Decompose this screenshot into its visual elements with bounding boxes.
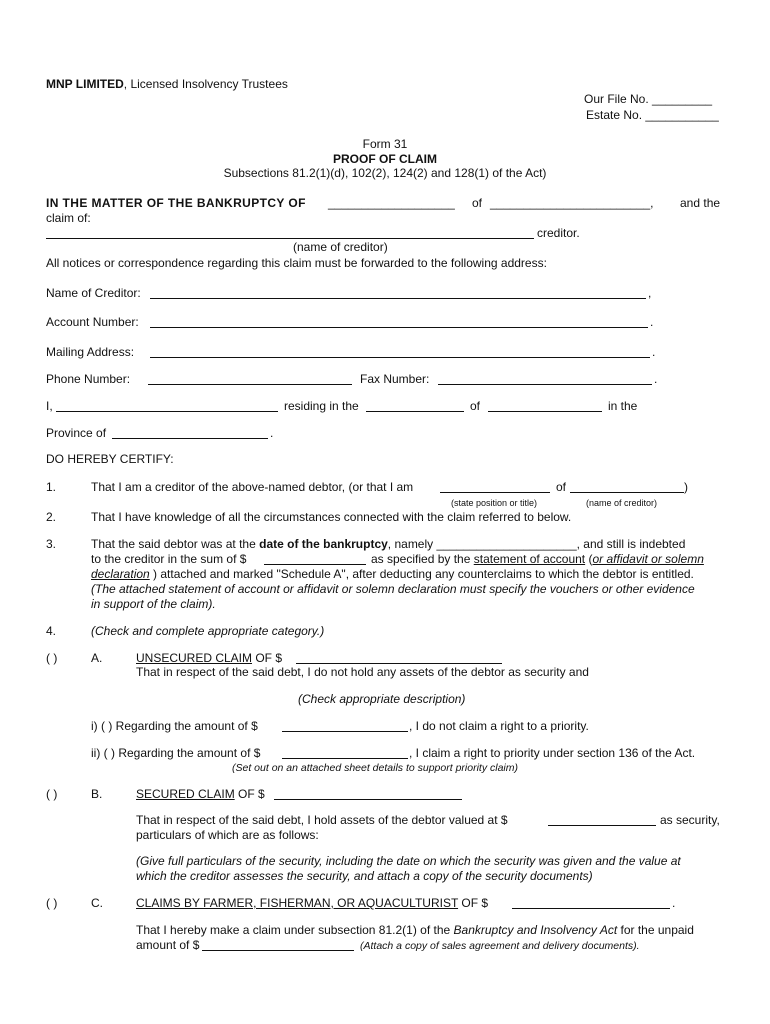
option-i-amount-input[interactable] — [282, 731, 408, 732]
sum-input[interactable] — [264, 564, 366, 565]
fax-number-label: Fax Number: — [360, 372, 430, 386]
item-4-text: (Check and complete appropriate category.) — [91, 624, 325, 638]
unsecured-claim-title: UNSECURED CLAIM — [136, 651, 253, 665]
option-ii-amount-input[interactable] — [282, 758, 408, 759]
creditor-field[interactable] — [46, 238, 534, 239]
item-1-close: ) — [684, 480, 688, 494]
firm-heading — [46, 77, 288, 91]
residing-of-label: of — [470, 399, 481, 413]
item-3-text-a: That the said debtor was at the — [91, 537, 260, 551]
item-3-line-5: in support of the claim). — [91, 597, 216, 611]
farmer-claim-title: CLAIMS BY FARMER, FISHERMAN, OR AQUACULTURIST — [136, 896, 459, 910]
matter-and-the: and the — [680, 196, 721, 210]
matter-of: of — [472, 196, 483, 210]
assets-value-input[interactable] — [548, 825, 656, 826]
province-label: Province of — [46, 426, 107, 440]
name-of-creditor-label: Name of Creditor: — [46, 286, 141, 300]
residing-region-input[interactable] — [488, 411, 602, 412]
section-b-text-2: particulars of which are as follows: — [136, 828, 319, 842]
matter-creditor: creditor. — [537, 226, 580, 240]
secured-of: OF $ — [234, 787, 265, 801]
name-of-creditor-caption: (name of creditor) — [293, 240, 388, 254]
account-number-input[interactable] — [150, 327, 648, 328]
unsecured-of: OF $ — [252, 651, 283, 665]
section-a-i-label — [91, 719, 258, 733]
account-number-label: Account Number: — [46, 315, 139, 329]
option-ii-suffix: , I claim a right to priority under section 136 of the Act. — [409, 746, 696, 760]
section-c-attach-note: (Attach a copy of sales agreement and delivery documents). — [360, 940, 640, 952]
section-c-checkbox[interactable]: ( ) — [46, 896, 58, 910]
name-period: , — [648, 286, 652, 300]
section-b-checkbox[interactable]: ( ) — [46, 787, 58, 801]
section-c-text-1c: for the unpaid — [617, 923, 694, 937]
bia-act-name: Bankruptcy and Insolvency Act — [453, 923, 618, 937]
section-a-ii-label — [91, 746, 260, 760]
debtor-location-field[interactable]: ________________________, — [490, 196, 654, 210]
notices-text: All notices or correspondence regarding this claim must be forwarded to the following address: — [46, 256, 547, 270]
option-ii-text: ii) ( ) Regarding the amount of $ — [91, 746, 261, 760]
section-a-check-description: (Check appropriate description) — [298, 692, 466, 706]
paren-open: ( — [585, 552, 593, 566]
item-2-number: 2. — [46, 510, 57, 524]
unsecured-amount-input[interactable] — [296, 663, 502, 664]
in-the-label: in the — [608, 399, 638, 413]
section-a-checkbox[interactable]: ( ) — [46, 651, 58, 665]
item-3-line-1 — [91, 537, 685, 551]
item-1-of: of — [556, 480, 567, 494]
phone-number-input[interactable] — [148, 384, 352, 385]
item-3-line-4: (The attached statement of account or affidavit or solemn declaration must specify the vouchers or other evidence — [91, 582, 695, 596]
option-ii-note: (Set out on an attached sheet details to support priority claim) — [232, 762, 518, 774]
firm-suffix: , Licensed Insolvency Trustees — [123, 77, 288, 91]
account-period: . — [650, 315, 654, 329]
section-c-text-1a: That I hereby make a claim under subsection 81.2(1) of the — [136, 923, 454, 937]
section-b-title-line — [136, 787, 265, 801]
item-4-number: 4. — [46, 624, 57, 638]
unpaid-amount-input[interactable] — [202, 950, 354, 951]
firm-name: MNP LIMITED — [46, 77, 124, 91]
certify-heading: DO HEREBY CERTIFY: — [46, 452, 174, 466]
declaration-text: declaration — [91, 567, 150, 581]
statement-of-account: statement of account — [473, 552, 586, 566]
creditor-name-input-2[interactable] — [570, 492, 684, 493]
phone-number-label: Phone Number: — [46, 372, 131, 386]
schedule-a-text: ) attached and marked "Schedule A", after deducting any counterclaims to which the debtor is entitled. — [149, 567, 694, 581]
residing-city-input[interactable] — [366, 411, 464, 412]
residing-label: residing in the — [284, 399, 359, 413]
name-of-creditor-input[interactable] — [150, 298, 646, 299]
section-c-letter: C. — [91, 896, 103, 910]
sum-label: to the creditor in the sum of $ — [91, 552, 247, 566]
province-input[interactable] — [112, 438, 268, 439]
section-c-text-1 — [136, 923, 694, 937]
specified-text: as specified by the — [371, 552, 474, 566]
bankruptcy-date-label: date of the bankruptcy — [259, 537, 388, 551]
item-2-text: That I have knowledge of all the circumstances connected with the claim referred to below. — [91, 510, 572, 524]
option-i-suffix: , I do not claim a right to a priority. — [409, 719, 589, 733]
item-1-text: That I am a creditor of the above-named debtor, (or that I am — [91, 480, 414, 494]
secured-claim-title: SECURED CLAIM — [136, 787, 235, 801]
section-b-text-1: That in respect of the said debt, I hold assets of the debtor valued at $ — [136, 813, 508, 827]
position-title-input[interactable] — [440, 492, 550, 493]
estate-no: Estate No. ___________ — [586, 108, 719, 122]
item-3-line-3 — [91, 567, 694, 581]
item-3-line-2b — [371, 552, 704, 566]
matter-claim-of: claim of: — [46, 211, 91, 225]
section-c-title-line — [136, 896, 488, 910]
section-a-text: That in respect of the said debt, I do not hold any assets of the debtor as security and — [136, 665, 589, 679]
mailing-period: . — [652, 345, 656, 359]
mailing-address-label: Mailing Address: — [46, 345, 135, 359]
item-3-text-c: , namely _____________________, and still is indebted — [387, 537, 686, 551]
section-a-letter: A. — [91, 651, 103, 665]
fax-number-input[interactable] — [438, 384, 652, 385]
form-title: PROOF OF CLAIM — [333, 152, 437, 166]
section-c-text-2: amount of $ — [136, 938, 200, 952]
secured-amount-input[interactable] — [274, 799, 462, 800]
item-1-number: 1. — [46, 480, 57, 494]
farmer-amount-input[interactable] — [512, 908, 670, 909]
item-3-number: 3. — [46, 537, 57, 551]
mailing-address-input[interactable] — [150, 357, 650, 358]
farmer-of: OF $ — [458, 896, 489, 910]
creditor-caption: (name of creditor) — [586, 498, 658, 508]
affidavit-text: or affidavit or solemn — [592, 552, 704, 566]
fax-period: . — [654, 372, 658, 386]
section-b-letter: B. — [91, 787, 103, 801]
province-period: . — [270, 426, 274, 440]
declarant-name-input[interactable] — [56, 411, 278, 412]
our-file-no: Our File No. _________ — [584, 92, 713, 106]
matter-lead: IN THE MATTER OF THE BANKRUPTCY OF — [46, 196, 306, 210]
section-a-title-line — [136, 651, 282, 665]
section-b-note-1: (Give full particulars of the security, including the date on which the security was given and the value at — [136, 854, 681, 868]
section-b-text-1b: as security, — [660, 813, 720, 827]
section-b-note-2: which the creditor assesses the security, and attach a copy of the security documents) — [136, 869, 593, 883]
position-caption: (state position or title) — [451, 498, 538, 508]
i-label: I, — [46, 399, 53, 413]
item-3-line-2 — [91, 552, 246, 566]
form-subtitle: Subsections 81.2(1)(d), 102(2), 124(2) and 128(1) of the Act) — [223, 166, 547, 180]
form-number: Form 31 — [362, 137, 408, 151]
farmer-period: . — [672, 896, 676, 910]
debtor-name-field[interactable]: ___________________ — [328, 196, 455, 210]
option-i-text: i) ( ) Regarding the amount of $ — [91, 719, 258, 733]
